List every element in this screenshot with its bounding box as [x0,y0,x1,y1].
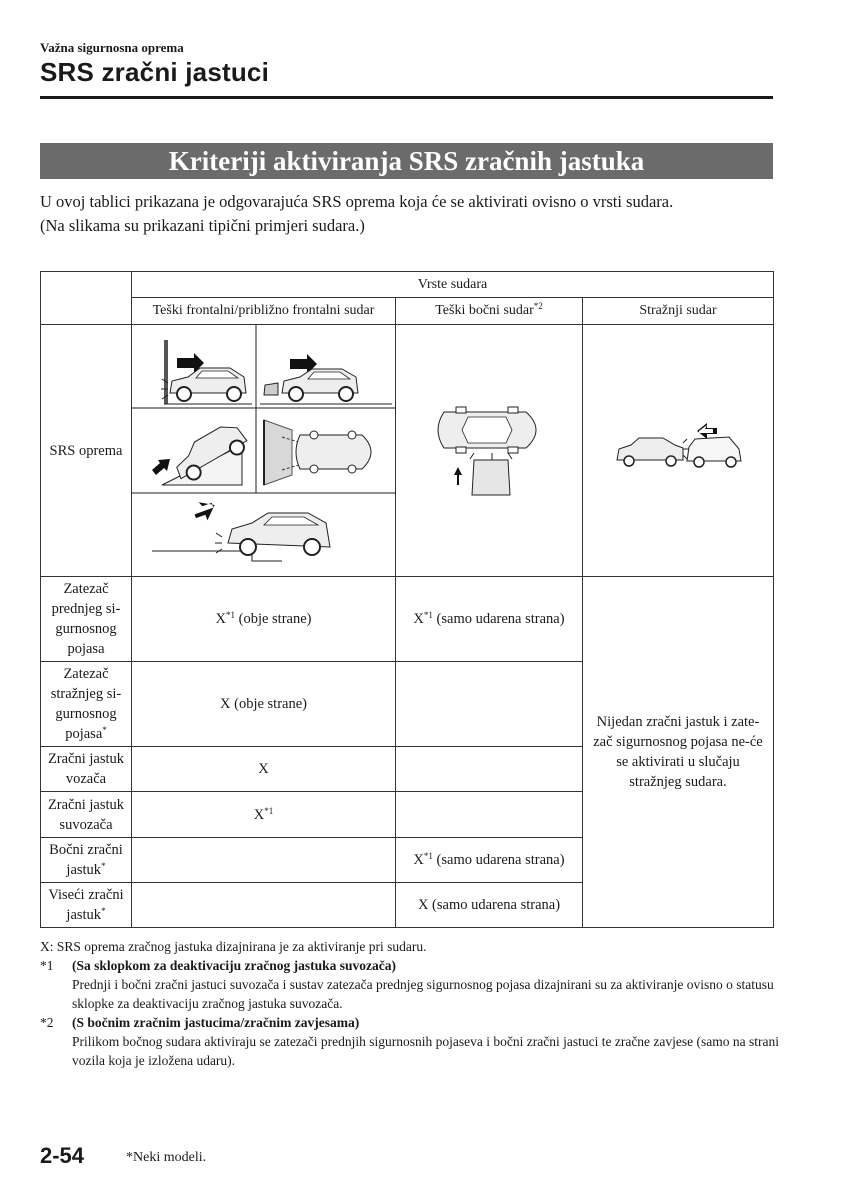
col-rear-header: Stražnji sudar [583,298,774,325]
row-srs-label: SRS oprema [41,325,132,577]
x-legend: X: SRS oprema zračnog jastuka dizajnirana je za aktiviranje pri sudaru. [40,939,427,954]
note-1-title: (Sa sklopkom za deaktivaciju zračnog jastuka suvozača) [72,958,397,973]
side-value: X [413,611,424,627]
row-label-mark: * [101,861,106,871]
frontal-mark: *1 [264,805,274,816]
note-2-title: (S bočnim zračnim jastucima/zračnim zavjesama) [72,1015,360,1030]
col-side-label: Teški bočni sudar [435,303,534,318]
note-2 [40,1013,780,1070]
note-2-mark: *2 [40,1015,54,1030]
header-blank-cell [41,272,132,325]
title-rule [40,96,773,99]
note-1-body: Prednji i bočni zračni jastuci suvozača i sustav zatezača prednjeg sigurnosnog pojasa dizajnirani su za aktiviranje ovisno o statusu sklopke za deaktivaciju zračnog jastuka suvozača. [72,977,774,1011]
frontal-cell [132,577,396,662]
row-label-text: Zatezač stražnjeg si-gurnosnog pojasa [50,666,122,742]
side-value: X (samo udarena strana) [417,897,561,913]
row-label [41,577,132,662]
side-suffix: (samo udarena strana) [432,611,565,627]
col-frontal-header: Teški frontalni/približno frontalni sudar [132,298,396,325]
frontal-suffix: (obje strane) [234,611,312,627]
row-label-text: Bočni zračni jastuk [49,842,123,878]
section-label: Važna sigurnosna oprema [40,40,184,55]
side-cell [396,838,583,883]
side-suffix: (samo udarena strana) [432,852,565,868]
side-cell [396,577,583,662]
row-label-text: Zatezač prednjeg si-gurnosnog pojasa [51,581,121,657]
side-cell [396,883,583,928]
row-label [41,792,132,838]
intro-line-1: U ovoj tablici prikazana je odgovarajuća SRS oprema koja će se aktivirati ovisno o vrsti sudara. [40,192,674,211]
footnotes [40,937,780,1070]
frontal-value: X [258,761,269,777]
row-label-text: Viseći zračni jastuk [48,887,124,923]
row-label-mark: * [101,906,106,916]
side-mark: *1 [423,851,433,861]
row-label [41,662,132,747]
models-footnote: *Neki modeli. [126,1150,207,1165]
row-label-mark: * [102,725,107,735]
col-side-mark: *2 [533,301,543,311]
col-side-header [396,298,583,325]
note-2-body: Prilikom bočnog sudara aktiviraju se zatezači prednjih sigurnosnih pojaseva i bočni zračni jastuci te zračne zavjese (samo na strani vozila koja je izložena udaru). [72,1034,779,1068]
frontal-cell [132,747,396,792]
row-label [41,838,132,883]
page-title: SRS zračni jastuci [40,57,270,87]
frontal-cell [132,838,396,883]
rear-crash-illustration [583,325,774,577]
page-number: 2-54 [40,1143,85,1168]
row-label-text: Zračni jastuk vozača [47,751,125,787]
row-label-text: Zračni jastuk suvozača [47,796,125,833]
side-cell [396,662,583,747]
frontal-mark: *1 [225,610,235,620]
row-label [41,883,132,928]
note-1 [40,956,780,1013]
frontal-cell [132,792,396,838]
side-value: X [413,852,424,868]
intro-line-2: (Na slikama su prikazani tipični primjeri sudara.) [40,216,365,235]
section-banner: Kriteriji aktiviranja SRS zračnih jastuka [40,143,773,179]
crash-criteria-table [40,271,774,928]
side-mark: *1 [423,610,433,620]
frontal-value: X [215,611,226,627]
row-label [41,747,132,792]
side-crash-image [396,325,583,576]
frontal-crash-illustrations [132,325,396,577]
rear-note-cell: Nijedan zračni jastuk i zate-zač sigurnosnog pojasa ne-će se aktivirati u slučaju stražnjeg sudara. [583,577,774,928]
frontal-value: X [253,806,265,823]
crash-types-header: Vrste sudara [132,272,774,298]
side-cell [396,792,583,838]
side-cell [396,747,583,792]
frontal-cell [132,662,396,747]
rear-crash-image [583,325,774,576]
intro-text [40,190,775,238]
side-crash-illustration [396,325,583,577]
frontal-crash-image [132,325,396,576]
note-1-mark: *1 [40,958,54,973]
frontal-cell [132,883,396,928]
frontal-value: X (obje strane) [220,696,307,712]
